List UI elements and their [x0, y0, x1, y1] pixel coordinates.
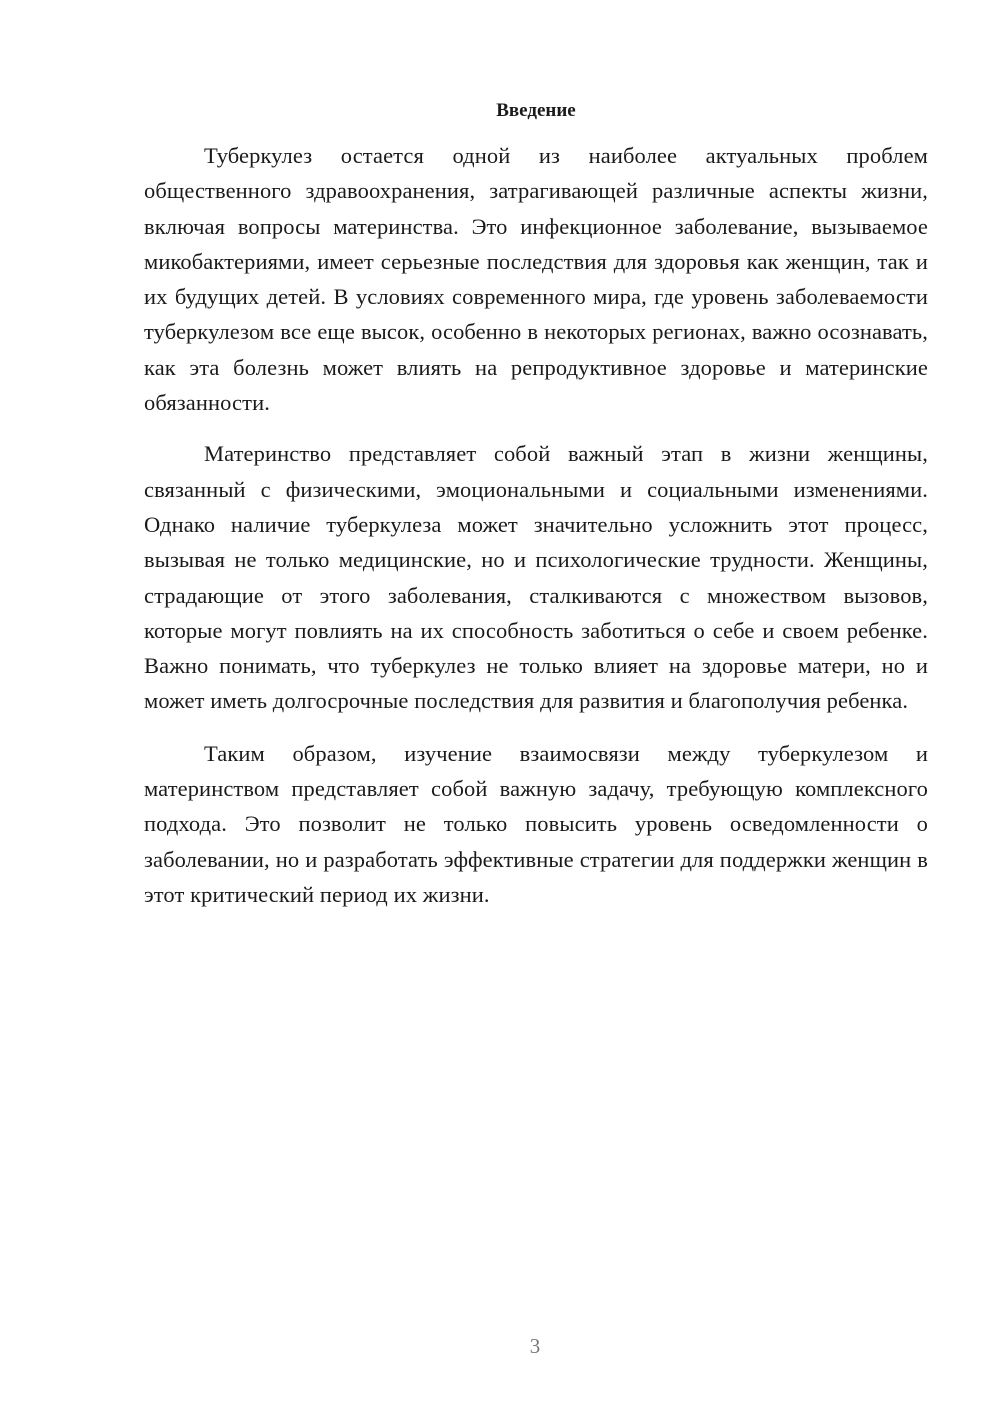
paragraph-3: Таким образом, изучение взаимосвязи между туберкулезом и материнством представляет собой важную задачу, требующую комплексного подхода. Это позволит не только повысить уровень осведомленности о заболевании, но и разработать эффективные стратегии для поддержки женщин в этот критический период их жизни.: [144, 740, 928, 907]
paragraph-2: Материнство представляет собой важный этап в жизни женщины, связанный с физическими, эмоциональными и социальными изменениями. Однако наличие туберкулеза может значительно усложнить этот процесс, вызывая не только медицинские, но и психологические трудности. Женщины, страдающие от этого заболевания, сталкиваются с множеством вызовов, которые могут повлиять на их способность заботиться о себе и своем ребенке. Важно понимать, что туберкулез не только влияет на здоровье матери, но и может иметь долгосрочные последствия для развития и благополучия ребенка.: [144, 441, 928, 714]
page-content: [144, 96, 928, 912]
paragraph-1: Туберкулез остается одной из наиболее актуальных проблем общественного здравоохранения, затрагивающей различные аспекты жизни, включая вопросы материнства. Это инфекционное заболевание, вызываемое микобактериями, имеет серьезные последствия для здоровья как женщин, так и их будущих детей. В условиях современного мира, где уровень заболеваемости туберкулезом все еще высок, особенно в некоторых регионах, важно осознавать, как эта болезнь может влиять на репродуктивное здоровье и материнские обязанности.: [144, 143, 928, 416]
page-number: 3: [529, 1334, 541, 1358]
section-title: Введение: [496, 100, 576, 121]
